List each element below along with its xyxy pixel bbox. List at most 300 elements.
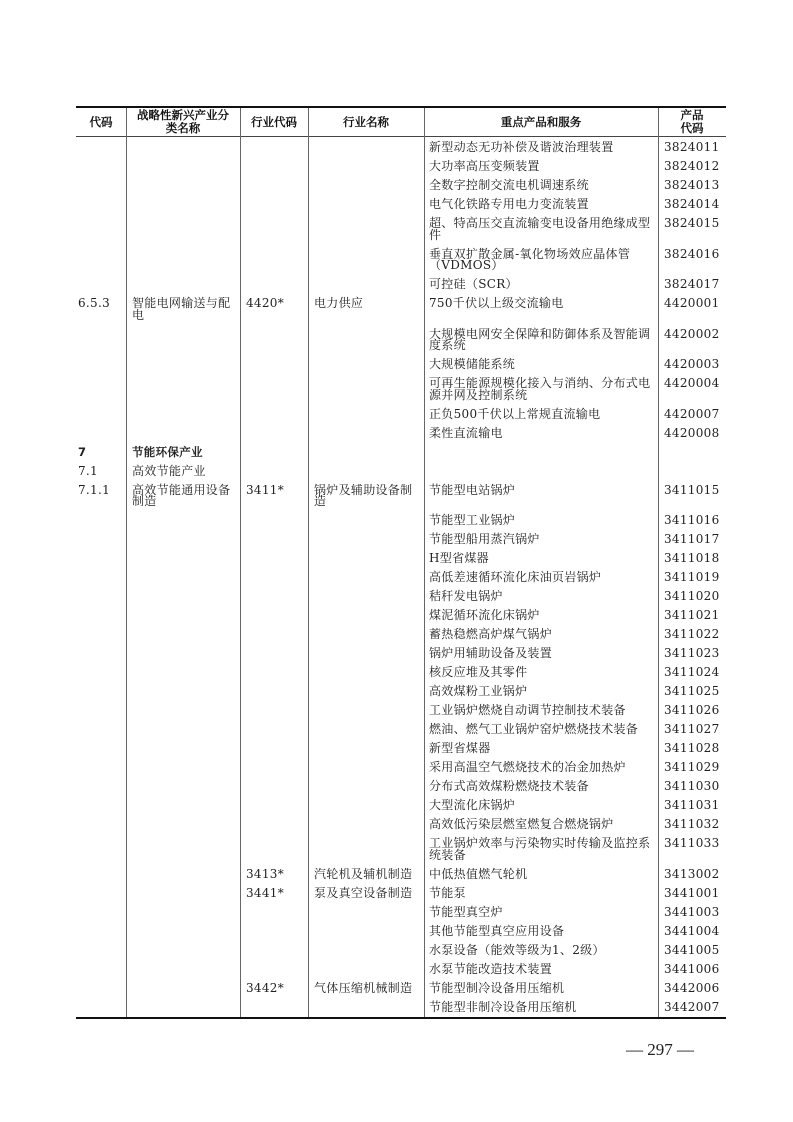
row-product-code: 3824017	[664, 277, 720, 291]
row-category	[126, 644, 240, 663]
row-industry-code	[240, 405, 308, 424]
row-product-code: 3441006	[664, 961, 720, 976]
table-row	[76, 195, 726, 214]
table-row	[76, 355, 726, 374]
row-code	[76, 758, 126, 777]
table-row	[76, 979, 726, 998]
row-category	[126, 796, 240, 815]
row-industry-name	[308, 606, 424, 625]
table-row	[76, 834, 726, 865]
row-product: 水泵设备（能效等级为1、2级）	[429, 942, 605, 957]
row-code: 7.1	[78, 463, 98, 478]
row-category	[126, 511, 240, 530]
row-industry-name	[308, 644, 424, 663]
row-product-code	[658, 462, 726, 481]
row-industry-name	[308, 511, 424, 530]
row-code	[76, 530, 126, 549]
row-product-code: 3441005	[664, 942, 720, 957]
row-category	[126, 720, 240, 739]
row-product: 分布式高效煤粉燃烧技术装备	[429, 779, 589, 793]
row-category	[126, 884, 240, 903]
column-divider	[424, 108, 425, 1017]
table-row	[76, 777, 726, 796]
row-product-code: 3411018	[664, 551, 720, 565]
row-industry-code	[240, 834, 308, 865]
row-industry-name	[308, 922, 424, 941]
row-product: 大规模储能系统	[429, 357, 516, 371]
row-code	[76, 777, 126, 796]
row-industry-name	[308, 424, 424, 443]
row-category	[126, 157, 240, 176]
row-industry-name	[308, 701, 424, 720]
row-product-code: 3413002	[664, 866, 720, 881]
row-code	[76, 138, 126, 157]
row-code	[76, 922, 126, 941]
row-category	[126, 682, 240, 701]
row-industry-code	[240, 443, 308, 462]
row-product-code: 3411030	[664, 779, 720, 793]
row-product-code: 3411017	[664, 532, 720, 546]
row-product: 节能泵	[429, 885, 466, 900]
column-divider	[240, 108, 241, 1017]
page-number: — 297 —	[626, 1040, 694, 1059]
row-code	[76, 424, 126, 443]
row-industry-name	[308, 796, 424, 815]
row-product: 工业锅炉燃烧自动调节控制技术装备	[429, 703, 626, 717]
row-code: 7	[78, 444, 87, 459]
row-industry-name	[308, 720, 424, 739]
row-code	[76, 815, 126, 834]
row-code	[76, 511, 126, 530]
row-category	[126, 777, 240, 796]
table-row	[76, 157, 726, 176]
table-row	[76, 245, 726, 276]
table-row	[76, 374, 726, 405]
row-code	[76, 739, 126, 758]
row-industry-name	[308, 998, 424, 1017]
table-row	[76, 176, 726, 195]
row-product-code: 3411025	[664, 684, 720, 698]
row-industry-name: 锅炉及辅助设备制造	[314, 482, 413, 508]
row-product-code: 3824015	[664, 216, 720, 230]
row-product-code: 4420003	[664, 357, 720, 371]
row-industry-name	[308, 138, 424, 157]
row-industry-code	[240, 960, 308, 979]
row-industry-name	[308, 549, 424, 568]
row-industry-code	[240, 214, 308, 245]
row-product: 可控硅（SCR）	[429, 277, 518, 291]
row-code	[76, 884, 126, 903]
row-product: 正负500千伏以上常规直流输电	[429, 406, 601, 421]
row-industry-name: 汽轮机及辅机制造	[314, 866, 413, 881]
row-industry-code	[240, 374, 308, 405]
row-industry-name	[308, 405, 424, 424]
row-code	[76, 325, 126, 356]
row-industry-code	[240, 903, 308, 922]
row-category	[126, 195, 240, 214]
row-product-code: 4420008	[664, 425, 720, 440]
row-product: 大型流化床锅炉	[429, 798, 516, 812]
row-industry-code	[240, 701, 308, 720]
row-product: 工业锅炉效率与污染物实时传输及监控系统装备	[429, 836, 651, 862]
row-product-code: 3441004	[664, 923, 720, 938]
header-products: 重点产品和服务	[500, 114, 582, 129]
header-code: 代码	[89, 114, 113, 129]
row-code	[76, 405, 126, 424]
row-product-code: 3411028	[664, 741, 720, 755]
row-industry-name	[308, 355, 424, 374]
table-row	[76, 443, 726, 462]
row-industry-name	[308, 739, 424, 758]
table-row	[76, 903, 726, 922]
row-category	[126, 865, 240, 884]
row-industry-code	[240, 739, 308, 758]
row-category: 高效节能通用设备制造	[132, 482, 231, 508]
row-industry-name	[308, 462, 424, 481]
table-row	[76, 462, 726, 481]
row-code	[76, 214, 126, 245]
table-row	[76, 511, 726, 530]
row-product: 节能型船用蒸汽锅炉	[429, 532, 540, 546]
table-row	[76, 941, 726, 960]
table-row	[76, 815, 726, 834]
row-category	[126, 903, 240, 922]
row-category	[126, 606, 240, 625]
row-industry-code	[240, 682, 308, 701]
row-industry-code	[240, 663, 308, 682]
row-code	[76, 701, 126, 720]
row-code	[76, 796, 126, 815]
row-category	[126, 979, 240, 998]
row-category	[126, 663, 240, 682]
row-category	[126, 214, 240, 245]
row-category	[126, 568, 240, 587]
row-product-code: 3411019	[664, 570, 720, 584]
column-divider	[126, 108, 127, 1017]
row-industry-name	[308, 663, 424, 682]
header-industry-name: 行业名称	[343, 114, 389, 129]
row-industry-name	[308, 443, 424, 462]
row-product: 核反应堆及其零件	[429, 665, 528, 679]
row-product: 水泵节能改造技术装置	[429, 961, 553, 976]
row-category: 智能电网输送与配电	[132, 296, 231, 322]
row-industry-code	[240, 245, 308, 276]
row-category	[126, 815, 240, 834]
row-product-code: 3411033	[664, 836, 720, 850]
table-row	[76, 644, 726, 663]
table-row	[76, 325, 726, 356]
table-header	[76, 108, 726, 137]
row-industry-code	[240, 758, 308, 777]
row-category	[126, 625, 240, 644]
row-product: 节能型非制冷设备用压缩机	[429, 999, 577, 1014]
row-product-code: 3411022	[664, 627, 720, 641]
row-code	[76, 663, 126, 682]
row-product-code: 3411020	[664, 589, 720, 603]
row-code	[76, 176, 126, 195]
row-product: 可再生能源规模化接入与消纳、分布式电源并网及控制系统	[429, 376, 651, 402]
row-industry-code	[240, 275, 308, 294]
header-industry-code: 行业代码	[251, 114, 297, 129]
row-code	[76, 941, 126, 960]
row-industry-code	[240, 157, 308, 176]
table-row	[76, 424, 726, 443]
row-industry-name	[308, 245, 424, 276]
row-product-code: 3411029	[664, 760, 720, 774]
table-row	[76, 701, 726, 720]
row-industry-code	[240, 530, 308, 549]
row-industry-name	[308, 530, 424, 549]
row-industry-name	[308, 214, 424, 245]
table-row	[76, 275, 726, 294]
row-category	[126, 941, 240, 960]
row-product-code: 3824014	[664, 197, 720, 211]
row-industry-name	[308, 176, 424, 195]
row-code	[76, 355, 126, 374]
row-category	[126, 960, 240, 979]
row-code	[76, 960, 126, 979]
row-product: 节能型工业锅炉	[429, 513, 516, 527]
row-category	[126, 424, 240, 443]
row-product: 柔性直流输电	[429, 425, 503, 440]
row-product: 其他节能型真空应用设备	[429, 923, 565, 938]
row-product-code: 4420007	[664, 406, 720, 421]
table-row	[76, 138, 726, 157]
row-product-code: 3411026	[664, 703, 720, 717]
row-industry-code	[240, 325, 308, 356]
row-product-code: 3441003	[664, 904, 720, 919]
row-code	[76, 834, 126, 865]
row-industry-code	[240, 511, 308, 530]
row-industry-code	[240, 796, 308, 815]
row-category	[126, 758, 240, 777]
row-product-code: 3411031	[664, 798, 720, 812]
row-industry-code	[240, 777, 308, 796]
row-code	[76, 606, 126, 625]
row-product-code: 4420004	[664, 376, 720, 390]
row-industry-name	[308, 682, 424, 701]
row-industry-name	[308, 903, 424, 922]
row-industry-code	[240, 549, 308, 568]
table-bottom-rule	[76, 1017, 726, 1019]
row-product: 中低热值燃气轮机	[429, 866, 528, 881]
row-industry-code	[240, 587, 308, 606]
row-industry-name: 气体压缩机械制造	[314, 980, 413, 995]
row-industry-code: 4420*	[246, 296, 285, 310]
row-category	[126, 701, 240, 720]
row-industry-code	[240, 998, 308, 1017]
row-industry-code: 3442*	[246, 980, 285, 995]
row-product: 节能型真空炉	[429, 904, 503, 919]
row-industry-name: 电力供应	[314, 296, 364, 310]
table-row	[76, 294, 726, 325]
row-code	[76, 720, 126, 739]
table-row	[76, 720, 726, 739]
row-category: 高效节能产业	[132, 463, 206, 478]
row-category	[126, 998, 240, 1017]
row-product	[424, 443, 658, 462]
table-row	[76, 481, 726, 512]
row-product-code: 3411021	[664, 608, 720, 622]
table-row	[76, 606, 726, 625]
row-product-code: 3824013	[664, 178, 720, 192]
row-product-code: 3824016	[664, 246, 720, 261]
row-product-code: 3442006	[664, 980, 720, 995]
row-industry-name	[308, 195, 424, 214]
row-product: 燃油、燃气工业锅炉窑炉燃烧技术装备	[429, 722, 639, 736]
row-industry-name	[308, 815, 424, 834]
row-product-code: 3411016	[664, 513, 720, 527]
row-industry-code	[240, 176, 308, 195]
row-product: 秸秆发电锅炉	[429, 589, 503, 603]
table-row	[76, 405, 726, 424]
row-code	[76, 644, 126, 663]
row-product-code: 3411023	[664, 646, 720, 660]
row-industry-code: 3441*	[246, 885, 285, 900]
row-industry-code: 3413*	[246, 866, 285, 881]
row-category	[126, 530, 240, 549]
row-product: 节能型电站锅炉	[429, 482, 516, 497]
table-row	[76, 922, 726, 941]
table-row	[76, 758, 726, 777]
row-industry-name	[308, 374, 424, 405]
table-row	[76, 568, 726, 587]
row-product: 大规模电网安全保障和防御体系及智能调度系统	[429, 326, 651, 352]
row-code	[76, 374, 126, 405]
table-row	[76, 796, 726, 815]
row-industry-code	[240, 195, 308, 214]
table-row	[76, 998, 726, 1017]
table-row	[76, 587, 726, 606]
row-category	[126, 176, 240, 195]
row-product: 节能型制冷设备用压缩机	[429, 980, 565, 995]
row-industry-code	[240, 424, 308, 443]
row-category	[126, 834, 240, 865]
row-product: 大功率高压变频装置	[429, 159, 540, 173]
row-industry-code	[240, 941, 308, 960]
row-product-code: 3411024	[664, 665, 720, 679]
table-row	[76, 549, 726, 568]
table-row	[76, 663, 726, 682]
row-industry-name	[308, 157, 424, 176]
row-code: 6.5.3	[78, 296, 111, 310]
row-industry-name	[308, 275, 424, 294]
row-product: H型省煤器	[429, 551, 489, 565]
row-category	[126, 355, 240, 374]
row-code	[76, 625, 126, 644]
table-row	[76, 884, 726, 903]
row-industry-code	[240, 720, 308, 739]
row-industry-code	[240, 462, 308, 481]
row-category	[126, 587, 240, 606]
row-product-code: 4420002	[664, 326, 720, 341]
row-code: 7.1.1	[78, 482, 111, 497]
row-category	[126, 374, 240, 405]
row-industry-name	[308, 960, 424, 979]
row-product	[424, 462, 658, 481]
table-row	[76, 865, 726, 884]
row-code	[76, 157, 126, 176]
row-code	[76, 998, 126, 1017]
row-product: 煤泥循环流化床锅炉	[429, 608, 540, 622]
table-row	[76, 739, 726, 758]
row-industry-name	[308, 625, 424, 644]
row-industry-code	[240, 355, 308, 374]
row-product: 全数字控制交流电机调速系统	[429, 178, 589, 192]
row-product-code: 3442007	[664, 999, 720, 1014]
row-code	[76, 195, 126, 214]
table-row	[76, 625, 726, 644]
row-code	[76, 568, 126, 587]
row-product: 高低差速循环流化床油页岩锅炉	[429, 570, 602, 584]
row-product: 采用高温空气燃烧技术的冶金加热炉	[429, 760, 626, 774]
row-product: 新型省煤器	[429, 741, 491, 755]
row-industry-name	[308, 941, 424, 960]
row-category	[126, 275, 240, 294]
row-category	[126, 138, 240, 157]
row-code	[76, 245, 126, 276]
row-industry-code	[240, 138, 308, 157]
row-industry-code	[240, 606, 308, 625]
row-product: 高效煤粉工业锅炉	[429, 684, 528, 698]
header-product-code: 产品代码	[680, 108, 704, 135]
row-product: 新型动态无功补偿及谐波治理装置	[429, 140, 614, 154]
row-product: 高效低污染层燃室燃复合燃烧锅炉	[429, 817, 614, 831]
row-product: 蓄热稳燃高炉煤气锅炉	[429, 627, 553, 641]
row-product-code: 3411015	[664, 482, 720, 497]
row-code	[76, 903, 126, 922]
row-code	[76, 549, 126, 568]
row-product-code: 3411027	[664, 722, 720, 736]
table-row	[76, 682, 726, 701]
row-industry-code: 3411*	[246, 482, 285, 497]
row-industry-code	[240, 625, 308, 644]
row-product-code: 3411032	[664, 817, 720, 831]
row-product-code: 3824011	[664, 140, 720, 154]
row-product-code	[658, 443, 726, 462]
row-industry-name	[308, 758, 424, 777]
row-product: 锅炉用辅助设备及装置	[429, 646, 553, 660]
row-industry-code	[240, 568, 308, 587]
row-industry-name	[308, 777, 424, 796]
table-row	[76, 214, 726, 245]
row-industry-name	[308, 587, 424, 606]
row-category	[126, 549, 240, 568]
table-body	[76, 138, 726, 1017]
column-divider	[658, 108, 659, 1017]
row-product-code: 4420001	[664, 296, 720, 310]
row-product: 垂直双扩散金属-氧化物场效应晶体管（VDMOS）	[429, 246, 631, 272]
row-code	[76, 979, 126, 998]
row-category	[126, 245, 240, 276]
table-row	[76, 960, 726, 979]
column-divider	[308, 108, 309, 1017]
row-product: 超、特高压交直流输变电设备用绝缘成型件	[429, 216, 651, 242]
row-industry-name: 泵及真空设备制造	[314, 885, 413, 900]
table-row	[76, 530, 726, 549]
row-industry-code	[240, 815, 308, 834]
row-category	[126, 405, 240, 424]
row-product: 750千伏以上级交流输电	[429, 296, 564, 310]
row-industry-name	[308, 834, 424, 865]
row-product-code: 3441001	[664, 885, 720, 900]
row-category: 节能环保产业	[132, 444, 203, 459]
row-product: 电气化铁路专用电力变流装置	[429, 197, 589, 211]
row-code	[76, 275, 126, 294]
row-code	[76, 682, 126, 701]
row-category	[126, 922, 240, 941]
row-code	[76, 865, 126, 884]
